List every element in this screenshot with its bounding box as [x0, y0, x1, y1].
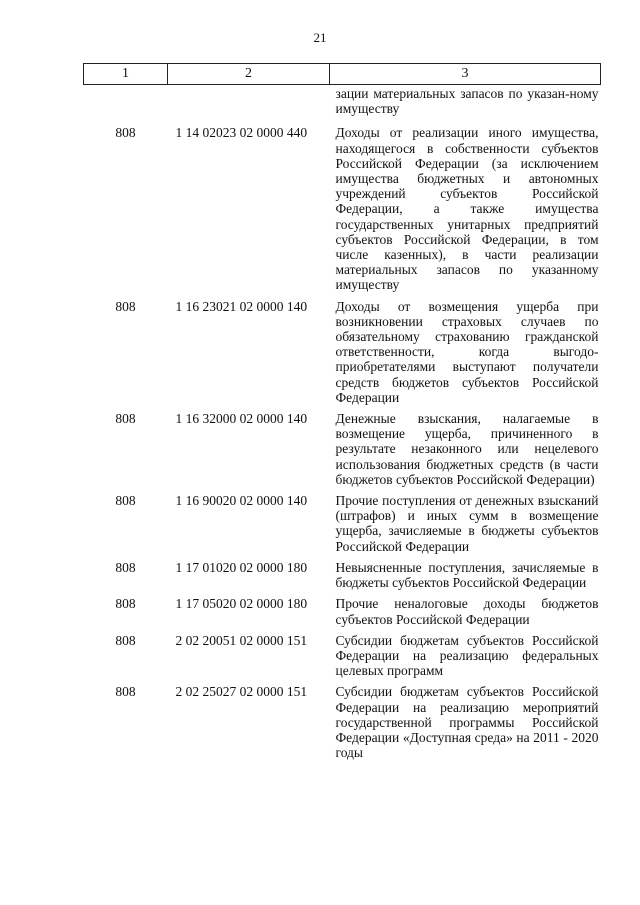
- header-col-2: 2: [168, 64, 330, 85]
- admin-code: 808: [115, 684, 136, 700]
- admin-code: 808: [115, 298, 136, 314]
- table-row: [84, 596, 601, 632]
- table-row: [84, 299, 601, 411]
- admin-code: 808: [115, 493, 136, 509]
- header-col-1: 1: [84, 64, 168, 85]
- table-body: [84, 85, 601, 767]
- revenue-description: Невыясненные поступления, зачисляемые в бюджеты субъектов Российской Федерации: [335, 559, 599, 591]
- admin-code: 808: [115, 632, 136, 648]
- table-header: [84, 64, 601, 85]
- revenue-description: Субсидии бюджетам субъектов Российской Федерации на реализацию мероприятий государственной программы Российской Федерации «Доступная среда» на 2011 - 2020 годы: [335, 684, 599, 761]
- table-row: [84, 684, 601, 766]
- table-row: [84, 493, 601, 560]
- revenue-description: Субсидии бюджетам субъектов Российской Федерации на реализацию федеральных целевых программ: [335, 632, 599, 679]
- admin-code: 808: [115, 125, 136, 141]
- budget-classification-code: 1 17 05020 02 0000 180: [175, 596, 308, 612]
- table-row: [84, 411, 601, 493]
- revenue-description: Прочие поступления от денежных взысканий (штрафов) и иных сумм в возмещение ущерба, зачисляемые в бюджеты субъектов Российской Федерации: [335, 493, 599, 554]
- revenue-description: Прочие неналоговые доходы бюджетов субъектов Российской Федерации: [335, 596, 599, 627]
- budget-classification-code: 1 16 90020 02 0000 140: [175, 493, 308, 509]
- revenue-table-container: [83, 63, 600, 766]
- table-row: [84, 633, 601, 685]
- admin-code: 808: [115, 596, 136, 612]
- budget-classification-code: 1 14 02023 02 0000 440: [175, 125, 308, 141]
- revenue-description: Доходы от реализации иного имущества, находящегося в собственности субъектов Российской Федерации (за исключением имущества бюджетных и автономных учреждений субъектов Российской Федерации, а также имущества государственных унитарных предприятий субъектов Российской Федерации, в том числе казенных), в части реализации материальных запасов по указанному имуществу: [335, 125, 599, 293]
- budget-classification-code: 1 17 01020 02 0000 180: [175, 559, 308, 575]
- admin-code: 808: [115, 559, 136, 575]
- revenue-description: Денежные взыскания, налагаемые в возмещение ущерба, причиненного в результате незаконного или нецелевого использования бюджетных средств (в части бюджетов субъектов Российской Федерации): [335, 411, 599, 487]
- header-row: [84, 64, 601, 85]
- admin-code: 808: [115, 411, 136, 427]
- table-row: [84, 560, 601, 596]
- budget-classification-code: 1 16 23021 02 0000 140: [175, 298, 308, 314]
- revenue-table: [83, 63, 601, 766]
- header-col-3: 3: [330, 64, 601, 85]
- budget-classification-code: 2 02 25027 02 0000 151: [175, 684, 308, 700]
- table-row: [84, 125, 601, 298]
- continuation-row: [84, 85, 601, 126]
- page-number: 21: [313, 30, 327, 45]
- continuation-description: зации материальных запасов по указан-ному имуществу: [335, 86, 599, 117]
- revenue-description: Доходы от возмещения ущерба при возникновении страховых случаев по обязательному страхованию гражданской ответственности, когда выгодоприобретателями выступают получатели средств бюджетов субъектов Российской Федерации: [335, 298, 599, 405]
- budget-classification-code: 2 02 20051 02 0000 151: [175, 632, 308, 648]
- budget-classification-code: 1 16 32000 02 0000 140: [175, 411, 308, 427]
- continuation-code-cell: [84, 85, 168, 126]
- continuation-kbk-cell: [168, 85, 330, 126]
